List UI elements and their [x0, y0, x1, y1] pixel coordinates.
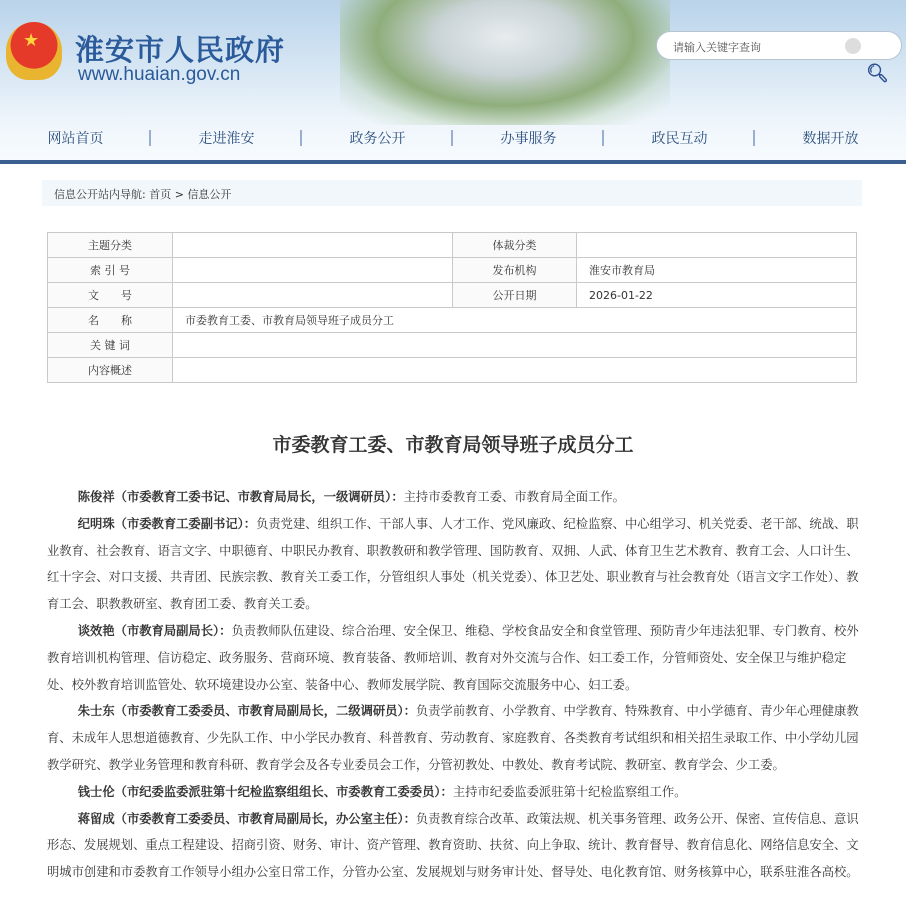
header-banner-image — [340, 0, 670, 125]
nav-interaction[interactable]: 政民互动 — [604, 128, 755, 148]
duties: 负责党建、组织工作、干部人事、人才工作、党风廉政、纪检监察、中心组学习、机关党委、老干部、统战、职业教育、社会教育、语言文字、中职德育、中职民办教育、职教教研和教学管理、国防教育、双拥、人武、体育卫生艺术教育、教育工会、人口计生、红十字会、对口支援、共青团、民族宗教、教育关工委工作，分管组织人事处（机关党委）、体卫艺处、职业教育与社会教育处（语言文字工作处）、教育工会、职教教研室、教育团工委、教育关工委。 — [47, 516, 859, 612]
search-icon[interactable]: 🔍︎ — [866, 63, 889, 84]
search-input[interactable] — [656, 31, 902, 60]
table-row — [48, 308, 857, 333]
meta-label: 索 引 号 — [48, 258, 173, 283]
breadcrumb-home[interactable]: 首页 — [149, 188, 172, 201]
search-placeholder: 请输入关键字查询 — [673, 41, 761, 54]
person-title: 谈效艳（市教育局副局长）： — [77, 623, 232, 638]
meta-value — [173, 233, 453, 258]
metadata-table — [47, 232, 857, 383]
breadcrumb-current[interactable]: 信息公开 — [187, 188, 232, 201]
duties: 主持市委教育工委、市教育局全面工作。 — [403, 490, 625, 504]
nav-about[interactable]: 走进淮安 — [151, 128, 302, 148]
table-row — [48, 258, 857, 283]
breadcrumb-label: 信息公开站内导航: — [54, 188, 146, 201]
duties: 负责教师队伍建设、综合治理、安全保卫、维稳、学校食品安全和食堂管理、预防青少年违法犯罪、专门教育、校外教育培训机构管理、信访稳定、政务服务、营商环境、教育装备、教师培训、教育对外交流与合作、妇工委工作，分管师资处、安全保卫与维护稳定处、校外教育培训监管处、软环境建设办公室、装备中心、教师发展学院、教育国际交流服务中心、妇工委。 — [47, 623, 859, 692]
meta-label: 主题分类 — [48, 233, 173, 258]
site-header — [0, 0, 906, 160]
nav-services[interactable]: 办事服务 — [453, 128, 604, 148]
meta-label: 名 称 — [48, 308, 173, 333]
nav-divider-bar — [0, 160, 906, 164]
meta-value — [173, 358, 857, 383]
meta-label: 关 键 词 — [48, 333, 173, 358]
meta-value: 市委教育工委、市教育局领导班子成员分工 — [173, 308, 857, 333]
person-title: 蒋留成（市委教育工委委员、市教育局副局长，办公室主任）： — [77, 811, 416, 826]
duties: 负责学前教育、小学教育、中学教育、特殊教育、中小学德育、青少年心理健康教育、未成年人思想道德教育、少先队工作、中小学民办教育、科普教育、劳动教育、家庭教育、各类教育考试组织和相关招生录取工作、中小学幼儿园教学研究、教学业务管理和教育科研、教育学会及各专业委员会工作，分管初教处、中教处、教育考试院、教研室、教育学会、少工委。 — [47, 704, 859, 772]
meta-label: 公开日期 — [453, 283, 577, 308]
paragraph — [47, 779, 859, 806]
nav-open-data[interactable]: 数据开放 — [802, 131, 859, 147]
site-title[interactable]: 淮安市人民政府 — [75, 33, 286, 67]
table-row — [48, 358, 857, 383]
article-body — [47, 484, 859, 886]
duties: 负责教育综合改革、政策法规、机关事务管理、政务公开、保密、宣传信息、意识形态、发展规划、重点工程建设、招商引资、财务、审计、资产管理、教育资助、扶贫、向上争取、统计、教育督导、教育信息化、网络信息安全、文明城市创建和市委教育工作领导小组办公室日常工作，分管办公室、发展规划与财务审计处、督导处、电化教育馆、财务核算中心，联系驻淮各高校。 — [47, 811, 859, 880]
table-row — [48, 283, 857, 308]
person-title: 纪明珠（市委教育工委副书记）： — [77, 516, 257, 531]
person-title: 朱士东（市委教育工委委员、市教育局副局长，二级调研员）： — [77, 704, 416, 719]
voice-icon[interactable] — [845, 38, 861, 54]
national-emblem-icon: ★ — [6, 22, 62, 80]
paragraph — [47, 698, 859, 778]
paragraph — [47, 511, 859, 618]
meta-value — [577, 233, 857, 258]
paragraph — [47, 618, 859, 698]
nav-home[interactable]: 网站首页 — [0, 128, 151, 148]
meta-value — [173, 258, 453, 283]
person-title: 钱士伦（市纪委监委派驻第十纪检监察组组长、市委教育工委委员）： — [77, 784, 453, 799]
meta-value — [173, 283, 453, 308]
breadcrumb — [42, 180, 862, 206]
meta-label: 发布机构 — [453, 258, 577, 283]
person-title: 陈俊祥（市委教育工委书记、市教育局局长，一级调研员）： — [77, 490, 404, 504]
meta-label: 内容概述 — [48, 358, 173, 383]
meta-value: 淮安市教育局 — [577, 258, 857, 283]
article-title: 市委教育工委、市教育局领导班子成员分工 — [272, 434, 634, 456]
meta-value: 2026-01-22 — [577, 283, 857, 308]
site-url: www.huaian.gov.cn — [78, 64, 241, 85]
meta-label: 文 号 — [48, 283, 173, 308]
breadcrumb-separator: > — [171, 188, 188, 201]
table-row — [48, 333, 857, 358]
duties: 主持市纪委监委派驻第十纪检监察组工作。 — [452, 784, 687, 799]
meta-label: 体裁分类 — [453, 233, 577, 258]
nav-gov-affairs[interactable]: 政务公开 — [302, 128, 453, 148]
table-row — [48, 233, 857, 258]
main-nav — [0, 128, 906, 148]
paragraph — [47, 806, 859, 886]
meta-value — [173, 333, 857, 358]
paragraph — [47, 484, 859, 511]
